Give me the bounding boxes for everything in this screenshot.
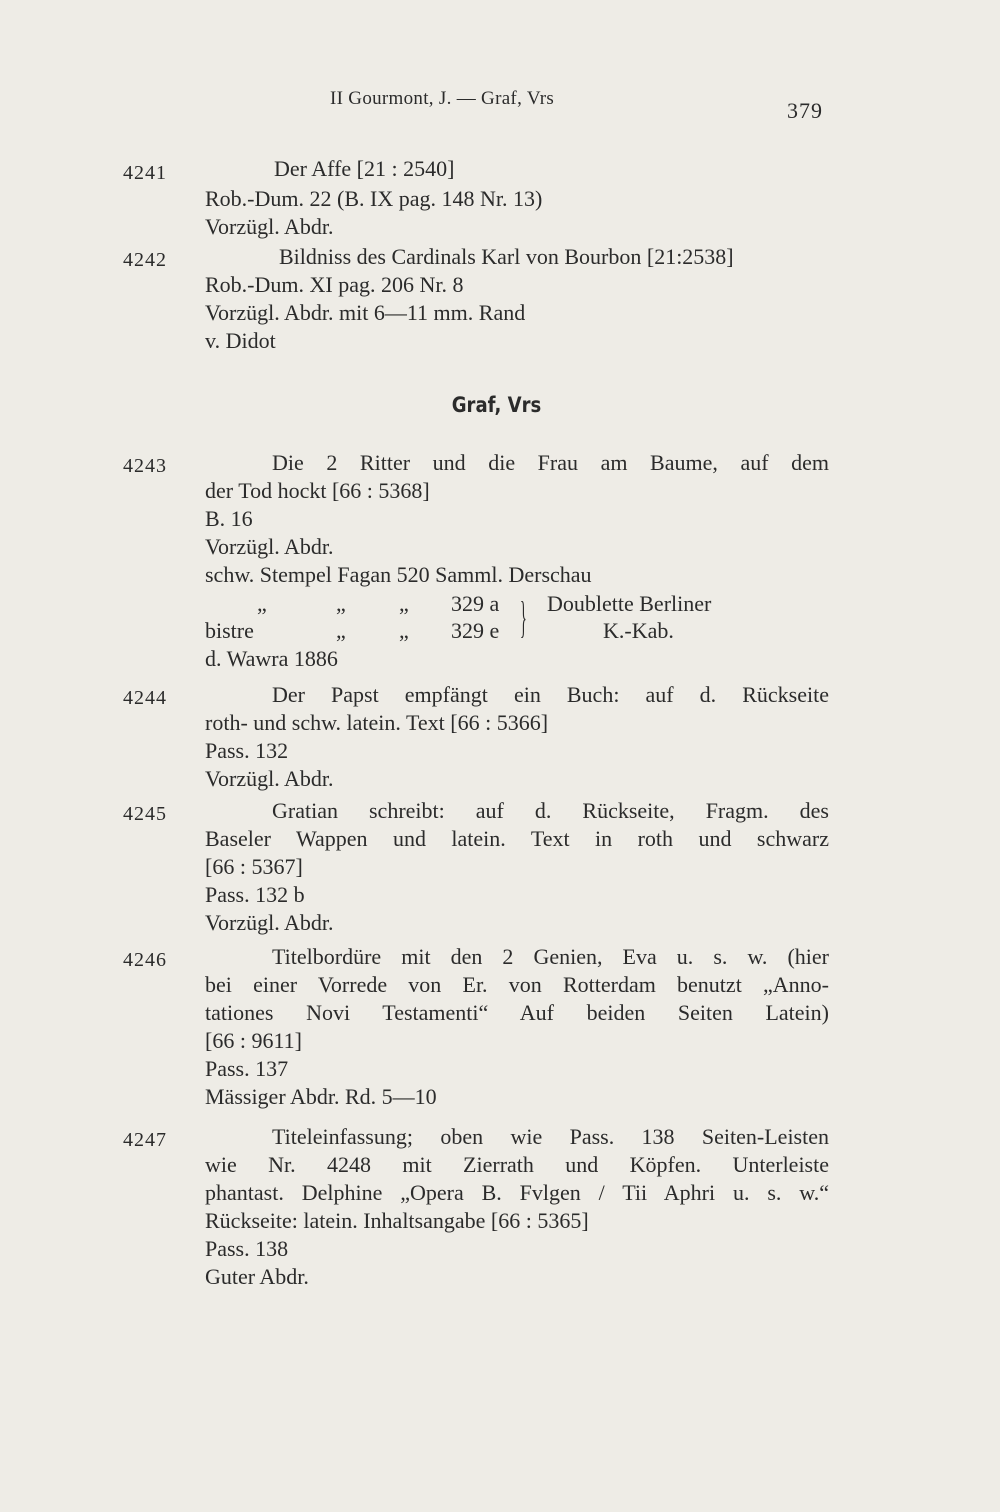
entry-line: Vorzügl. Abdr. (205, 910, 334, 935)
entry-number-4242: 4242 (123, 249, 167, 271)
entry-title: Der Affe [21 : 2540] (274, 156, 455, 181)
section-heading: Graf, Vrs (451, 393, 542, 417)
entry-number-4244: 4244 (123, 687, 167, 709)
entry-line: Guter Abdr. (205, 1264, 309, 1289)
entry-line: Rückseite: latein. Inhaltsangabe [66 : 5365] (205, 1208, 589, 1233)
entry-number-4241: 4241 (123, 162, 167, 184)
entry-line: Baseler Wappen und latein. Text in roth und schwarz (205, 826, 829, 851)
entry-line: Pass. 132 b (205, 882, 305, 907)
entry-line: Vorzügl. Abdr. (205, 534, 334, 559)
entry-title: Der Papst empfängt ein Buch: auf d. Rückseite (272, 682, 829, 707)
entry-line: roth- und schw. latein. Text [66 : 5366] (205, 710, 549, 735)
entry-line: der Tod hockt [66 : 5368] (205, 478, 430, 503)
entry-title: Die 2 Ritter und die Frau am Baume, auf dem (272, 450, 829, 475)
entry-line: v. Didot (205, 328, 276, 353)
ditto-mark: „ (336, 591, 346, 616)
entry-title: Gratian schreibt: auf d. Rückseite, Fragm. des (272, 798, 829, 823)
stamp-number: 329 a (451, 591, 500, 616)
entry-number-4246: 4246 (123, 949, 167, 971)
ditto-mark: „ (336, 618, 346, 643)
entry-title: Titeleinfassung; oben wie Pass. 138 Seiten-Leisten (272, 1124, 829, 1149)
running-title: II Gourmont, J. — Graf, Vrs (330, 88, 555, 109)
ditto-mark: „ (399, 618, 409, 643)
entry-line: tationes Novi Testamenti“ Auf beiden Seiten Latein) (205, 1000, 829, 1025)
ditto-mark: „ (399, 591, 409, 616)
entry-line: Vorzügl. Abdr. (205, 214, 334, 239)
entry-line: Pass. 137 (205, 1056, 289, 1081)
page-number: 379 (787, 98, 823, 123)
stamp-note: K.-Kab. (603, 618, 674, 643)
entry-line: Mässiger Abdr. Rd. 5—10 (205, 1084, 437, 1109)
stamp-color: bistre (205, 618, 254, 643)
entry-line: Vorzügl. Abdr. (205, 766, 334, 791)
entry-line: Pass. 138 (205, 1236, 289, 1261)
entry-title: Titelbordüre mit den 2 Genien, Eva u. s. w. (hier (272, 944, 829, 969)
entry-line: phantast. Delphine „Opera B. Fvlgen / Tii Aphri u. s. w.“ (205, 1180, 829, 1205)
curly-brace-icon: } (520, 593, 527, 642)
entry-line: [66 : 5367] (205, 854, 303, 879)
stamp-note: Doublette Berliner (547, 591, 712, 616)
entry-line: [66 : 9611] (205, 1028, 302, 1053)
entry-line: Rob.-Dum. XI pag. 206 Nr. 8 (205, 272, 464, 297)
entry-number-4245: 4245 (123, 803, 167, 825)
entry-number-4243: 4243 (123, 455, 167, 477)
entry-line: wie Nr. 4248 mit Zierrath und Köpfen. Unterleiste (205, 1152, 829, 1177)
entry-line: schw. Stempel Fagan 520 Samml. Derschau (205, 562, 592, 587)
entry-title: Bildniss des Cardinals Karl von Bourbon [21:2538] (279, 244, 734, 269)
entry-provenance: d. Wawra 1886 (205, 646, 338, 671)
entry-line: B. 16 (205, 506, 253, 531)
entry-line: bei einer Vorrede von Er. von Rotterdam benutzt „Anno- (205, 972, 829, 997)
entry-line: Vorzügl. Abdr. mit 6—11 mm. Rand (205, 300, 526, 325)
stamp-number: 329 e (451, 618, 500, 643)
entry-line: Rob.-Dum. 22 (B. IX pag. 148 Nr. 13) (205, 186, 543, 211)
entry-line: Pass. 132 (205, 738, 289, 763)
ditto-mark: „ (257, 591, 267, 616)
entry-number-4247: 4247 (123, 1129, 167, 1151)
